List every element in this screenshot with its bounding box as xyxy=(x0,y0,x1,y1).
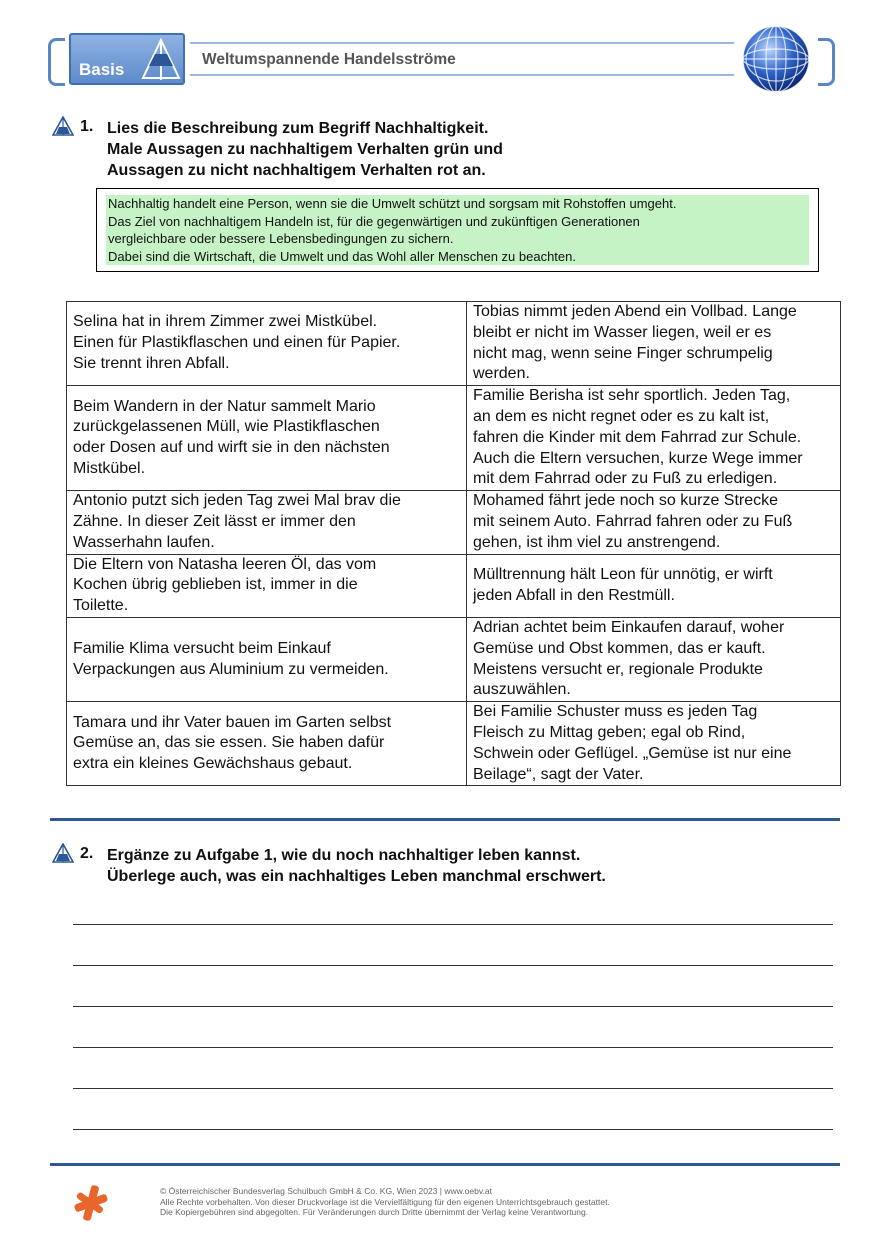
definition-line: vergleichbare oder bessere Lebensbedingungen zu sichern. xyxy=(108,231,454,246)
statement-cell[interactable]: Antonio putzt sich jeden Tag zwei Mal brav die Zähne. In dieser Zeit lässt er immer den Wasserhahn laufen. xyxy=(67,491,467,554)
basis-label: Basis xyxy=(79,60,125,79)
task-2-line: Ergänze zu Aufgabe 1, wie du noch nachhaltiger leben kannst. xyxy=(107,847,581,864)
statement-cell[interactable]: Mohamed fährt jede noch so kurze Strecke mit seinem Auto. Fahrrad fahren oder zu Fuß gehen, ist ihm viel zu anstrengend. xyxy=(467,491,841,554)
statement-cell[interactable]: Mülltrennung hält Leon für unnötig, er wirft jeden Abfall in den Restmüll. xyxy=(467,554,841,617)
basis-badge xyxy=(69,33,185,85)
statement-cell[interactable]: Beim Wandern in der Natur sammelt Mario zurückgelassenen Müll, wie Plastikflaschen oder Dosen auf und wirft sie in den nächsten Mistkübel. xyxy=(67,386,467,491)
statement-cell[interactable]: Familie Klima versucht beim Einkauf Verpackungen aus Aluminium zu vermeiden. xyxy=(67,617,467,701)
statement-cell[interactable]: Adrian achtet beim Einkaufen darauf, woher Gemüse und Obst kommen, das er kauft. Meistens versucht er, regionale Produkte auszuwählen. xyxy=(467,617,841,701)
definition-line: Das Ziel von nachhaltigem Handeln ist, für die gegenwärtigen und zukünftigen Generationen xyxy=(108,213,640,229)
globe-icon xyxy=(740,24,812,94)
table-row xyxy=(67,302,841,386)
statement-cell[interactable]: Die Eltern von Natasha leeren Öl, das vom Kochen übrig geblieben ist, immer in die Toilette. xyxy=(67,554,467,617)
table-row xyxy=(67,617,841,701)
table-row xyxy=(67,554,841,617)
task-1-number: 1. xyxy=(80,118,94,135)
task-level-icon xyxy=(52,116,74,136)
statements-table xyxy=(66,301,841,786)
task-2-instructions xyxy=(107,845,606,887)
statement-cell[interactable]: Tamara und ihr Vater bauen im Garten selbst Gemüse an, das sie essen. Sie haben dafür extra ein kleines Gewächshaus gebaut. xyxy=(67,702,467,786)
task-1-line: Aussagen zu nicht nachhaltigem Verhalten rot an. xyxy=(107,162,486,179)
task-1-instructions xyxy=(107,118,503,181)
header-bracket-right xyxy=(818,38,835,86)
footer-divider xyxy=(50,1163,840,1166)
copyright-line: © Österreichischer Bundesverlag Schulbuch GmbH & Co. KG, Wien 2023 | www.oebv.at xyxy=(160,1186,492,1196)
task-2-line: Überlege auch, was ein nachhaltiges Leben manchmal erschwert. xyxy=(107,868,606,885)
copyright-line: Die Kopiergebühren sind abgegolten. Für Veränderungen durch Dritte übernimmt der Verlag keine Verantwortung. xyxy=(160,1207,589,1217)
task-1-line: Male Aussagen zu nachhaltigem Verhalten grün und xyxy=(107,141,503,158)
publisher-logo-icon xyxy=(72,1183,110,1223)
header-title-bar xyxy=(190,42,734,76)
definition-text xyxy=(106,195,809,265)
copyright-notice xyxy=(160,1186,610,1218)
page-title: Weltumspannende Handelsströme xyxy=(202,51,456,68)
definition-line: Nachhaltig handelt eine Person, wenn sie die Umwelt schützt und sorgsam mit Rohstoffen umgeht. xyxy=(108,196,677,211)
statement-cell[interactable]: Familie Berisha ist sehr sportlich. Jeden Tag, an dem es nicht regnet oder es zu kalt ist, fahren die Kinder mit dem Fahrrad zur Schule. Auch die Eltern versuchen, kurze Wege immer mit dem Fahrrad oder zu Fuß zu erledigen. xyxy=(467,386,841,491)
answer-line[interactable] xyxy=(73,1006,833,1007)
level-triangle-icon xyxy=(141,38,181,82)
task-level-icon xyxy=(52,843,74,863)
table-row xyxy=(67,491,841,554)
statement-cell[interactable]: Selina hat in ihrem Zimmer zwei Mistkübel. Einen für Plastikflaschen und einen für Papier. Sie trennt ihren Abfall. xyxy=(67,302,467,386)
task-2-number: 2. xyxy=(80,845,94,862)
statement-cell[interactable]: Bei Familie Schuster muss es jeden Tag Fleisch zu Mittag geben; egal ob Rind, Schwein oder Geflügel. „Gemüse ist nur eine Beilage“, sagt der Vater. xyxy=(467,702,841,786)
answer-line[interactable] xyxy=(73,965,833,966)
definition-box xyxy=(96,188,819,272)
table-row xyxy=(67,702,841,786)
section-divider xyxy=(50,818,840,821)
task-1-line: Lies die Beschreibung zum Begriff Nachhaltigkeit. xyxy=(107,120,489,137)
answer-line[interactable] xyxy=(73,1129,833,1130)
answer-line[interactable] xyxy=(73,1047,833,1048)
answer-line[interactable] xyxy=(73,1088,833,1089)
statement-cell[interactable]: Tobias nimmt jeden Abend ein Vollbad. Lange bleibt er nicht im Wasser liegen, weil er es nicht mag, wenn seine Finger schrumpelig werden. xyxy=(467,302,841,386)
header-bracket-left xyxy=(48,38,65,86)
definition-line: Dabei sind die Wirtschaft, die Umwelt und das Wohl aller Menschen zu beachten. xyxy=(108,248,576,264)
table-row xyxy=(67,386,841,491)
copyright-line: Alle Rechte vorbehalten. Von dieser Druckvorlage ist die Vervielfältigung für den eigenen Unterrichtsgebrauch gestattet. xyxy=(160,1196,610,1207)
answer-line[interactable] xyxy=(73,924,833,925)
